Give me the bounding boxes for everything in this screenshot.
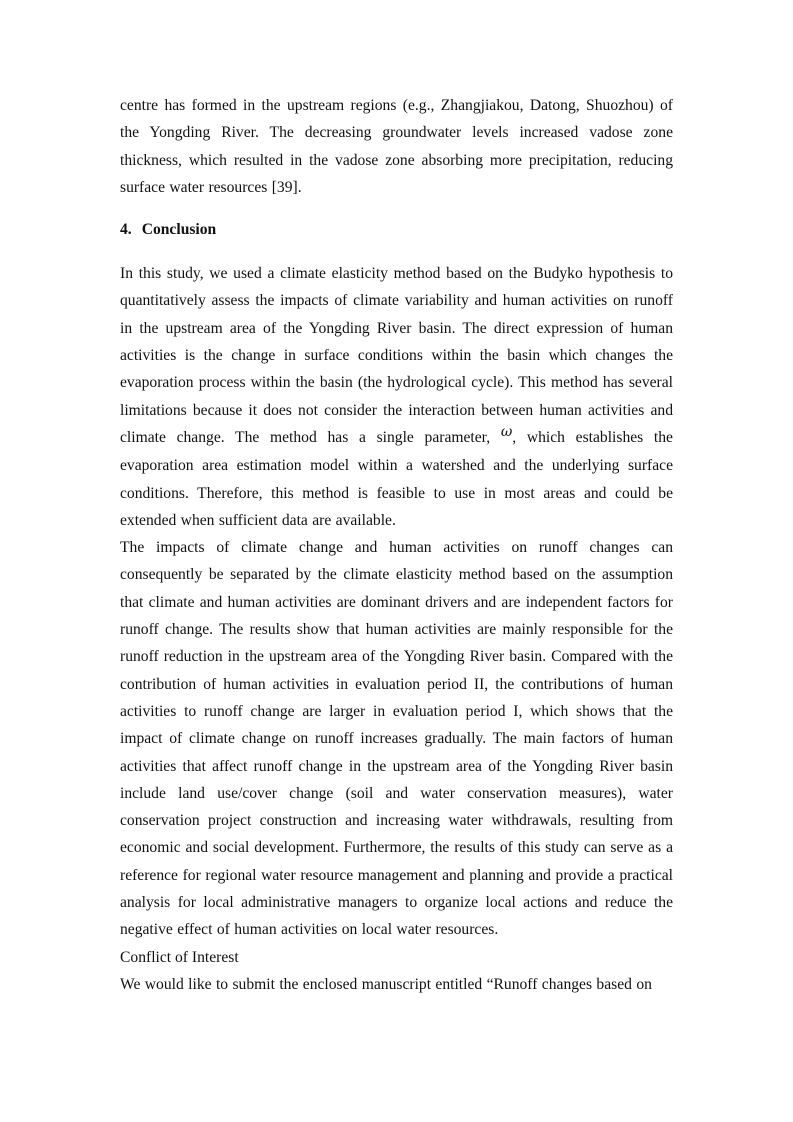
conclusion-p1-part2: , which establishes the evaporation area estimation model within a watershed and the underlying surface conditions. Therefore, this method is feasible to use in most areas and could be extended when sufficient data are available. [120,428,673,529]
conclusion-paragraph-2: The impacts of climate change and human activities on runoff changes can consequently be separated by the climate elasticity method based on the assumption that climate and human activities are dominant drivers and are independent factors for runoff change. The results show that human activities are mainly responsible for the runoff reduction in the upstream area of the Yongding River basin. Compared with the contribution of human activities in evaluation period II, the contributions of human activities to runoff change are larger in evaluation period I, which shows that the impact of climate change on runoff increases gradually. The main factors of human activities that affect runoff change in the upstream area of the Yongding River basin include land use/cover change (soil and water conservation measures), water conservation project construction and increasing water withdrawals, resulting from economic and social development. Furthermore, the results of this study can serve as a reference for regional water resource management and planning and provide a practical analysis for local administrative managers to organize local actions and reduce the negative effect of human activities on local water resources. [120,539,673,939]
conclusion-p1-part1: In this study, we used a climate elasticity method based on the Budyko hypothesis to quantitatively assess the impacts of climate variability and human activities on runoff in the upstream area of the Yongding River basin. The direct expression of human activities is the change in surface conditions within the basin which changes the evaporation process within the basin (the hydrological cycle). This method has several limitations because it does not consider the interaction between human activities and climate change. The method has a single parameter, [120,265,673,446]
document-page [120,92,673,998]
conflict-heading: Conflict of Interest [120,948,239,966]
conclusion-paragraph-1 [120,260,673,534]
conflict-text: We would like to submit the enclosed manuscript entitled “Runoff changes based on [120,975,652,993]
section-heading [120,220,673,240]
section-title: Conclusion [141,221,217,239]
section-number: 4. [120,221,132,239]
continuation-paragraph: centre has formed in the upstream regions (e.g., Zhangjiakou, Datong, Shuozhou) of the Yongding River. The decreasing groundwater levels increased vadose zone thickness, which resulted in the vadose zone absorbing more precipitation, reducing surface water resources [39]. [120,97,673,196]
omega-symbol: ω [500,423,513,440]
